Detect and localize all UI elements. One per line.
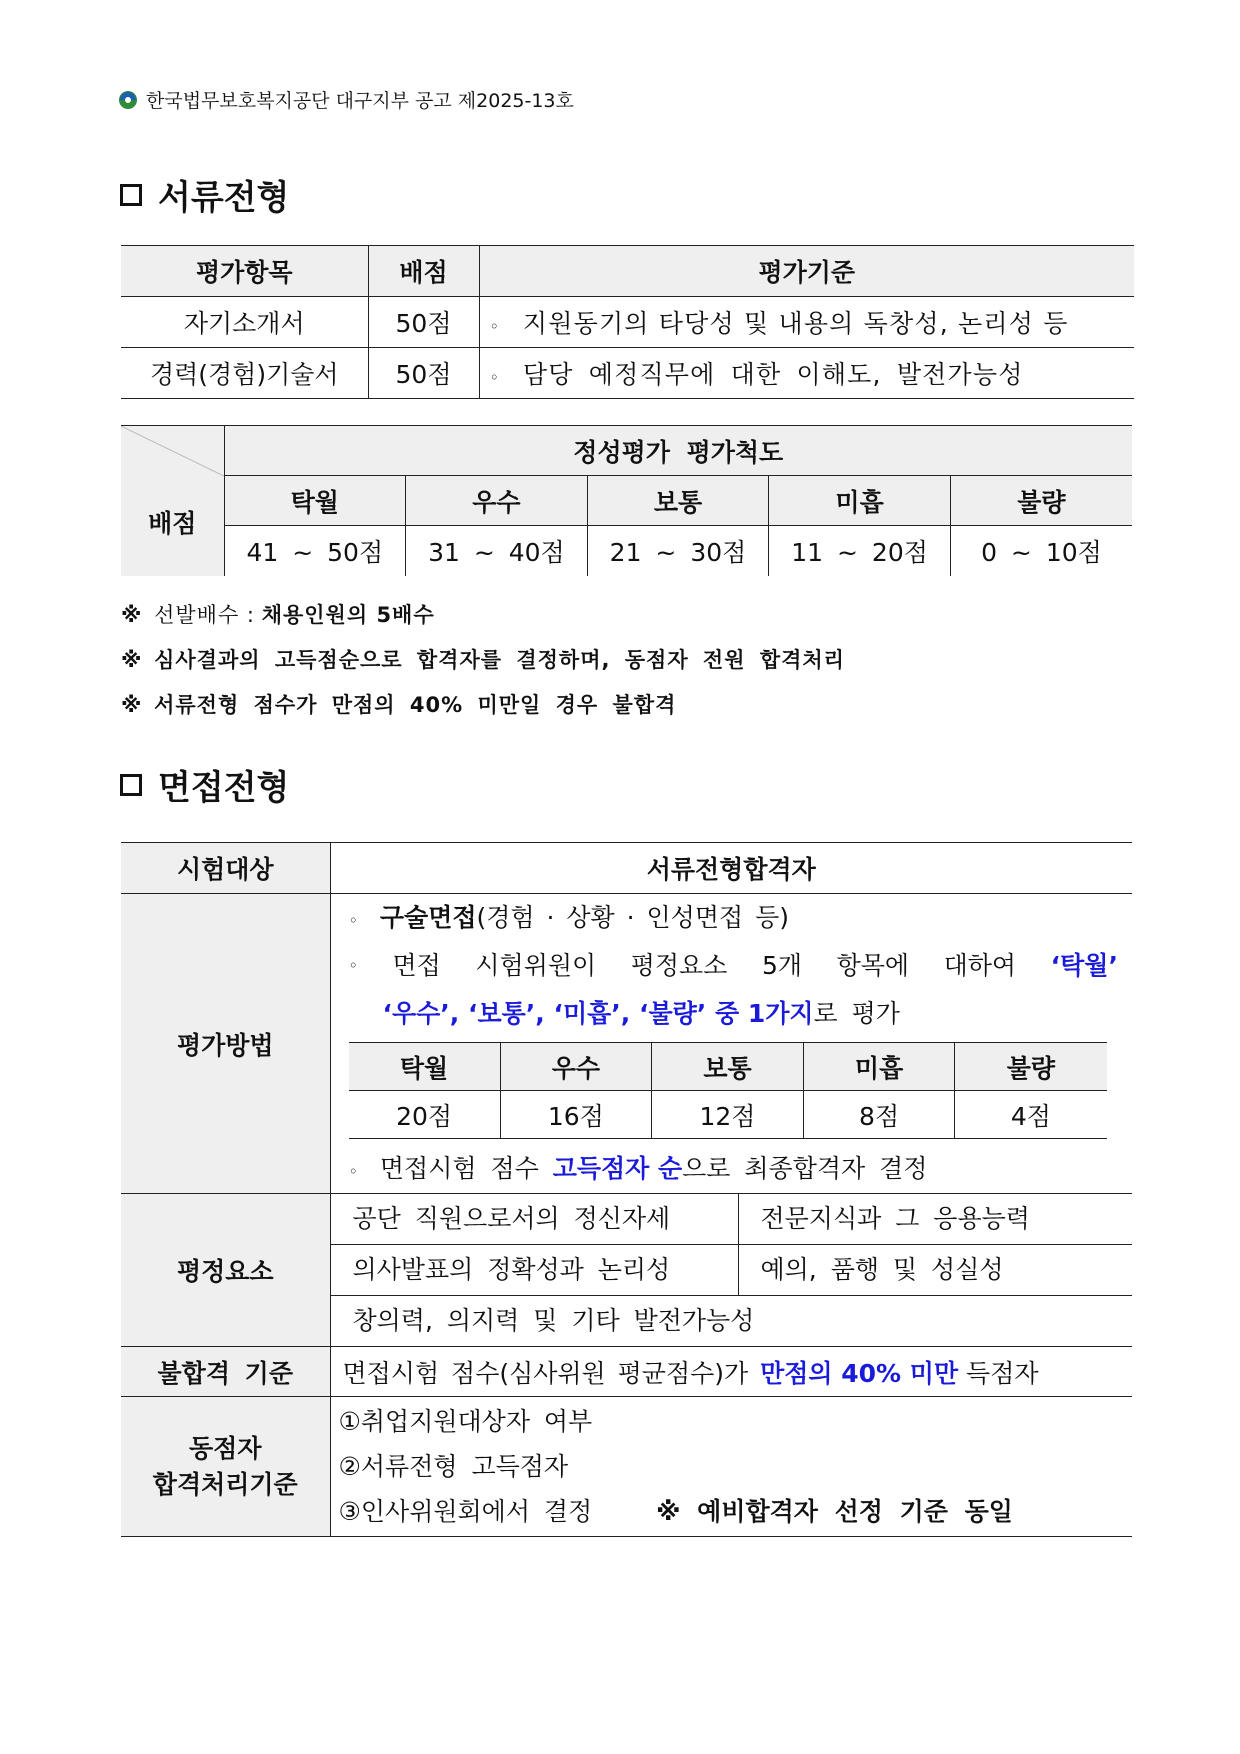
checkbox-square-icon — [120, 774, 142, 796]
note-item: ※ 선발배수 : 채용인원의 5배수 — [121, 603, 435, 627]
factor-item: 공단 직원으로서의 정신자세 — [331, 1194, 739, 1245]
table-row — [121, 297, 1134, 348]
header-score: 배점 — [368, 246, 479, 297]
method-line: ‘우수’, ‘보통’, ‘미흡’, ‘불량’ 중 1가지로 평가 — [382, 999, 900, 1028]
table-row — [121, 348, 1134, 399]
range-bad: 0 ~ 10점 — [950, 526, 1132, 576]
criteria-text: 지원동기의 타당성 및 내용의 독창성, 논리성 등 — [522, 309, 1069, 338]
target-value: 서류전형합격자 — [330, 843, 1132, 894]
eval-item: 경력(경험)기술서 — [121, 348, 368, 399]
target-label: 시험대상 — [121, 843, 330, 894]
grade-good: 우수 — [500, 1043, 652, 1091]
grade-poor: 미흡 — [769, 476, 951, 526]
screening-notes — [121, 600, 845, 735]
factors-label: 평정요소 — [121, 1194, 330, 1347]
range-average: 21 ~ 30점 — [587, 526, 769, 576]
section-interview-title: 면접전형 — [120, 760, 289, 809]
grade-average: 보통 — [587, 476, 769, 526]
fail-criteria-content: 면접시험 점수(심사위원 평균점수)가 만점의 40% 미만 득점자 — [330, 1347, 1132, 1397]
checkbox-square-icon — [120, 184, 142, 206]
points-poor: 8점 — [803, 1091, 955, 1139]
factors-content — [330, 1194, 1132, 1347]
tie-criteria-content — [330, 1397, 1132, 1537]
points-bad: 4점 — [955, 1091, 1107, 1139]
method-line: ◦ 면접시험 점수 고득점자 순으로 최종합격자 결정 — [348, 1154, 928, 1183]
grade-poor: 미흡 — [803, 1043, 955, 1091]
factor-item: 예의, 품행 및 성실성 — [739, 1245, 1133, 1296]
tie-criteria-label: 동점자 합격처리기준 — [121, 1397, 330, 1537]
range-excellent: 41 ~ 50점 — [224, 526, 406, 576]
factor-item: 전문지식과 그 응용능력 — [739, 1194, 1133, 1245]
tie-note: ※ 예비합격자 선정 기준 동일 — [656, 1497, 1013, 1526]
agency-logo-icon — [118, 90, 138, 110]
range-good: 31 ~ 40점 — [406, 526, 588, 576]
tie-item: ③인사위원회에서 결정 ※ 예비합격자 선정 기준 동일 — [338, 1497, 1013, 1526]
note-item: ※ 서류전형 점수가 만점의 40% 미만일 경우 불합격 — [121, 693, 677, 717]
eval-criteria — [479, 297, 1134, 348]
points-good: 16점 — [500, 1091, 652, 1139]
qualitative-scale-table — [121, 425, 1132, 576]
method-content — [330, 894, 1132, 1194]
points-excellent: 20점 — [349, 1091, 501, 1139]
criteria-text: 담당 예정직무에 대한 이해도, 발전가능성 — [522, 360, 1024, 389]
grade-excellent: 탁월 — [349, 1043, 501, 1091]
bullet-icon: ◦ — [489, 317, 499, 336]
fail-criteria-label: 불합격 기준 — [121, 1347, 330, 1397]
grade-bad: 불량 — [955, 1043, 1107, 1091]
grade-bad: 불량 — [950, 476, 1132, 526]
grade-average: 보통 — [652, 1043, 804, 1091]
points-average: 12점 — [652, 1091, 804, 1139]
announcement-header — [118, 86, 574, 113]
score-row-label: 배점 — [121, 426, 224, 576]
grade-good: 우수 — [406, 476, 588, 526]
tie-item: ①취업지원대상자 여부 — [338, 1407, 593, 1436]
document-screening-table — [121, 245, 1134, 399]
method-line: ◦ 구술면접(경험 · 상황 · 인성면접 등) — [348, 903, 789, 932]
header-eval-item: 평가항목 — [121, 246, 368, 297]
note-item: ※ 심사결과의 고득점순으로 합격자를 결정하며, 동점자 전원 합격처리 — [121, 648, 845, 672]
announcement-number: 한국법무보호복지공단 대구지부 공고 제2025-13호 — [146, 90, 574, 112]
eval-item: 자기소개서 — [121, 297, 368, 348]
section-document-screening-title: 서류전형 — [120, 170, 289, 219]
interview-table — [121, 842, 1132, 1537]
eval-score: 50점 — [368, 297, 479, 348]
tie-item: ②서류전형 고득점자 — [338, 1452, 569, 1481]
method-line: ◦ 면접 시험위원이 평정요소 5개 항목에 대하여 ‘탁월’ — [348, 951, 1118, 980]
range-poor: 11 ~ 20점 — [769, 526, 951, 576]
header-criteria: 평가기준 — [479, 246, 1134, 297]
factor-item: 창의력, 의지력 및 기타 발전가능성 — [352, 1306, 755, 1335]
method-label: 평가방법 — [121, 894, 330, 1194]
factor-item: 의사발표의 정확성과 논리성 — [331, 1245, 739, 1296]
scale-title: 정성평가 평가척도 — [224, 426, 1132, 476]
diagonal-line — [121, 426, 224, 481]
bullet-icon: ◦ — [489, 368, 499, 387]
eval-score: 50점 — [368, 348, 479, 399]
grade-excellent: 탁월 — [224, 476, 406, 526]
eval-criteria — [479, 348, 1134, 399]
interview-score-table — [349, 1042, 1107, 1139]
